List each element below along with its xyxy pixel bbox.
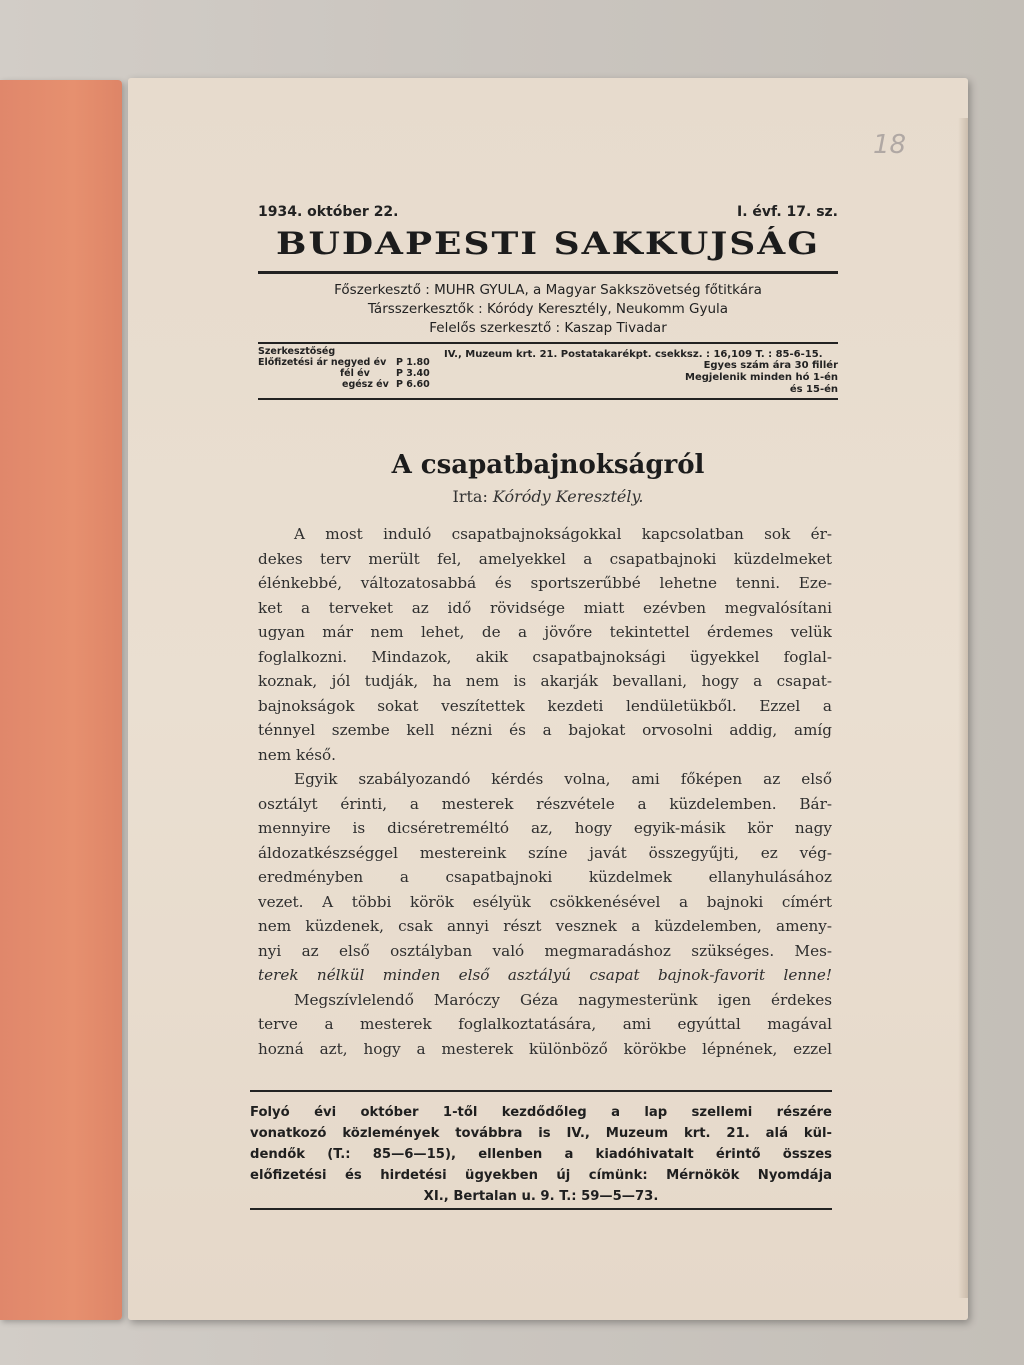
page-edge-shadow	[958, 118, 968, 1298]
editor-chief: Főszerkesztő : MUHR GYULA, a Magyar Sakkszövetség főtitkára	[334, 282, 762, 298]
half-year-label: fél év	[340, 368, 370, 379]
office-address: IV., Muzeum krt. 21. Postatakarékpt. csekksz. : 16,109 T. : 85-6-15.	[444, 349, 823, 360]
article-line: osztályt érinti, a mesterek részvétele a küzdelemben. Bár-	[258, 794, 832, 813]
byline-author: Kóródy Keresztély.	[492, 487, 644, 506]
masthead-title: BUDAPESTI SAKKUJSÁG	[276, 226, 820, 262]
article-line: ket a terveket az idő rövidsége miatt ezévben megvalósítani	[258, 598, 832, 617]
article-line: áldozatkészséggel mestereink színe javát összegyűjti, ez vég-	[258, 843, 832, 862]
article-line: nem késő.	[258, 745, 336, 764]
article-line-italic	[258, 963, 832, 988]
notice-line: előfizetési és hirdetési ügyekben új címünk: Mérnökök Nyomdája	[250, 1168, 832, 1183]
article-title: A csapatbajnokságról	[391, 450, 705, 480]
article-line: mennyire is dicséretreméltó az, hogy egyik-másik kör nagy	[258, 819, 832, 837]
article-line: koznak, jól tudják, ha nem is akarják bevallani, hogy a csapat-	[258, 672, 832, 690]
article-line: nem küzdenek, csak annyi részt vesznek a küzdelemben, ameny-	[258, 917, 832, 935]
article-line: A most induló csapatbajnokságokkal kapcsolatban sok ér-	[294, 525, 832, 543]
orange-cover	[0, 80, 122, 1320]
notice-line: XI., Bertalan u. 9. T.: 59—5—73.	[423, 1189, 659, 1204]
article-line: Megszívlelendő Maróczy Géza nagymesterünk igen érdekes	[294, 990, 832, 1009]
article-line: foglalkozni. Mindazok, akik csapatbajnoksági ügyekkel foglal-	[258, 647, 832, 666]
notice-line: vonatkozó közlemények továbbra is IV., Muzeum krt. 21. alá kül-	[250, 1126, 832, 1141]
article-line: bajnokságok sokat veszítettek kezdeti lendületükből. Ezzel a	[258, 696, 832, 715]
header-dateline	[258, 204, 838, 224]
notice-top-rule	[250, 1090, 832, 1092]
subscription-label: Előfizetési ár negyed év	[258, 357, 387, 368]
office-label: Szerkesztőség	[258, 346, 336, 357]
article-line: dekes terv merült fel, amelyekkel a csapatbajnoki küzdelmeket	[258, 549, 832, 568]
article-byline	[258, 487, 838, 506]
editors-rule	[258, 342, 838, 344]
quarter-price: P 1.80	[396, 357, 430, 368]
article-line: terve a mesterek foglalkoztatására, ami egyúttal magával	[258, 1015, 832, 1033]
article-line: ugyan már nem lehet, de a jövőre tekintettel érdemes velük	[258, 623, 832, 641]
article-line: Egyik szabályozandó kérdés volna, ami főképen az első	[294, 770, 832, 788]
notice-block	[250, 1102, 832, 1207]
issue-number: I. évf. 17. sz.	[736, 204, 838, 220]
single-issue-price: Egyes szám ára 30 fillér	[703, 360, 838, 371]
notice-bottom-rule	[250, 1208, 832, 1210]
article-body	[258, 522, 832, 1061]
info-rule	[258, 398, 838, 400]
full-year-label: egész év	[342, 379, 389, 390]
article-line: nyi az első osztályban való megmaradáshoz szükséges. Mes-	[258, 941, 832, 960]
publication-schedule: Megjelenik minden hó 1-én	[685, 372, 838, 383]
italic-quote: terek nélkül minden első asztályú csapat bajnok-favorit lenne!	[258, 966, 832, 984]
publication-schedule-2: és 15-én	[789, 384, 838, 395]
full-year-price: P 6.60	[396, 379, 430, 390]
handwritten-mark: 18	[873, 130, 907, 160]
publication-info	[668, 360, 838, 396]
editor-responsible: Felelős szerkesztő : Kaszap Tivadar	[429, 320, 667, 336]
notice-line: Folyó évi október 1-től kezdődőleg a lap szellemi részére	[250, 1105, 832, 1120]
article-line: ténnyel szembe kell nézni és a bajokat orvosolni addig, amíg	[258, 721, 832, 739]
issue-date: 1934. október 22.	[258, 204, 399, 220]
half-year-price: P 3.40	[396, 368, 430, 379]
article-line: élénkebbé, változatosabbá és sportszerűbbé lehetne tenni. Eze-	[258, 574, 832, 592]
notice-line: dendők (T.: 85—6—15), ellenben a kiadóhivatalt érintő összes	[250, 1147, 832, 1162]
editors-block	[258, 281, 838, 338]
editor-co: Társszerkesztők : Kóródy Keresztély, Neukomm Gyula	[367, 301, 729, 317]
masthead-rule	[258, 271, 838, 274]
article-line: eredményben a csapatbajnoki küzdelmek ellanyhulásához	[258, 868, 832, 886]
newspaper-page	[128, 78, 968, 1320]
article-line: hozná azt, hogy a mesterek különböző körökbe lépnének, ezzel	[258, 1039, 832, 1058]
article-line: vezet. A többi körök esélyük csökkenésével a bajnoki címért	[258, 892, 832, 911]
byline-prefix: Irta:	[452, 487, 488, 506]
subscription-block	[258, 346, 448, 390]
